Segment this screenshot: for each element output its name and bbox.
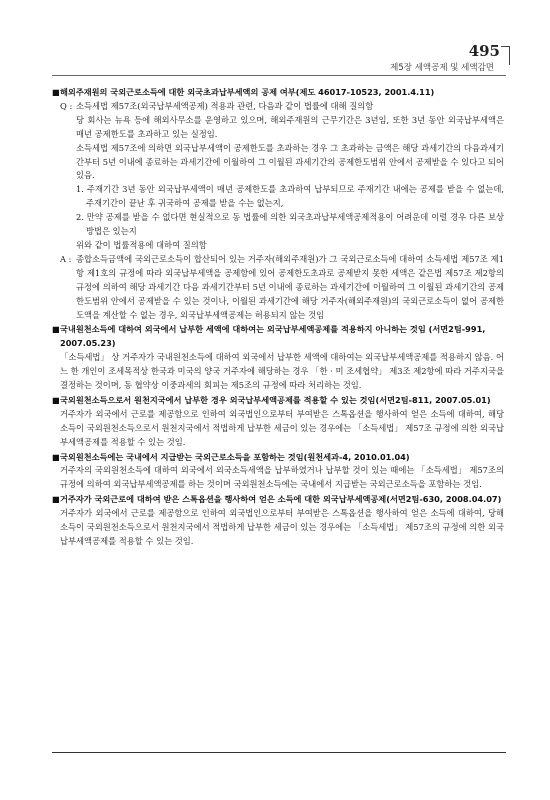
section-ref: (원천세과-4, 2010.01.04) [303,451,410,462]
section-title: 국외원천소득으로서 원천지국에서 납부한 경우 외국납부세액공제를 적용할 수 있는 것임 [60,394,376,405]
bullet-icon: ■ [52,324,60,335]
section-ref: (서면2팀-991, 2007.05.23) [60,324,486,349]
answer-block [52,253,504,323]
question-item: 1. 주재기간 3년 동안 외국납부세액이 매년 공제한도를 초과하여 납부되므로 주재기간 내에는 공제를 받을 수 없는데, 주재기간이 끝난 후 귀국하여 공제를 받을 수는 없는지, [76,184,504,209]
bullet-icon: ■ [52,394,60,405]
section-body: 거주자가 외국에서 근로를 제공함으로 인하여 외국법인으로부터 부여받은 스톡옵션을 행사하여 얻은 소득에 대하여, 해당 소득이 국외원천소득으로서 원천지국에서 적법하게 납부한 세금이 있는 경우에는 「소득세법」 제57조 규정에 의한 외국납부세액공제를 적용할 수 있는 것임. [60,408,504,447]
question-paragraph: 소득세법 제57조(외국납부세액공제) 적용과 관련, 다음과 같이 법률에 대해 질의함 [76,100,374,111]
page-number: 495 [468,42,500,60]
section-item [52,323,504,393]
page-header [0,0,550,80]
section-heading [52,394,504,408]
bullet-icon: ■ [52,494,60,505]
section-item [52,493,504,549]
header-bracket [501,46,510,65]
section-heading [52,86,504,100]
question-block [52,100,504,253]
section-qa [52,86,504,322]
section-item [52,451,504,493]
section-title: 해외주재원의 국외근로소득에 대한 외국초과납부세액의 공제 여부 [60,87,296,97]
section-title: 거주자가 국외근로에 대하여 받은 스톡옵션을 행사하여 얻은 소득에 대한 외국납부세액공제 [60,494,387,505]
section-heading [52,323,504,351]
section-item [52,394,504,450]
section-title: 국외원천소득에는 국내에서 지급받는 국외근로소득을 포함하는 것임 [60,451,304,462]
section-heading [52,493,504,507]
answer-paragraph: 종합소득금액에 국외근로소득이 합산되어 있는 거주자(해외주재원)가 그 국외근로소득에 대하여 소득세법 제57조 제1항 제1호의 규정에 따라 외국납부세액을 공제함에 있어 공제한도초과로 공제받지 못한 세액은 같은법 제57조 제2항의 규정에 의하여 해당 과세기간 다음 과세기간부터 5년 이내에 종료하는 과세기간에 이월하여 그 이월된 과세기간의 공제한도범위 안에서 공제받을 수 있는 것이나, 이월된 과세기간에 해당 거주자(해외주재원)의 국외근로소득이 없어 공제한도액을 계산할 수 없는 경우, 외국납부세액공제는 허용되지 않는 것임 [76,253,504,320]
section-title: 국내원천소득에 대하여 외국에서 납부한 세액에 대하여는 외국납부세액공제를 적용하지 아니하는 것임 [60,324,426,335]
question-item: 2. 만약 공제를 받을 수 없다면 현실적으로 동 법률에 의한 외국초과납부세액공제적용이 어려운데 이럴 경우 다른 보상방법은 있는지 [76,212,504,237]
section-body: 「소득세법」 상 거주자가 국내원천소득에 대하여 외국에서 납부한 세액에 대하여는 외국납부세액공제를 적용하지 않음. 어느 한 개인이 조세목적상 한국과 미국의 양국 거주자에 해당하는 경우 「한 · 미 조세협약」 제3조 제2항에 따라 거주지국을 결정하는 것이며, 동 협약상 이중과세의 회피는 제5조의 규정에 따라 처리하는 것임. [60,352,504,391]
section-body: 거주자가 외국에서 근로를 제공함으로 인하여 외국법인으로부터 부여받은 스톡옵션을 행사하여 얻은 소득에 대하여, 당해 소득이 국외원천소득으로서 원천지국에서 적법하게 납부한 세금이 있는 경우에는 「소득세법」 제57조의 규정에 의한 외국납부세액공제를 적용할 수 있는 것임. [60,508,504,546]
chapter-title: 제5장 세액공제 및 세액감면 [390,63,494,73]
section-ref: (서면2팀-630, 2008.04.07) [386,494,502,505]
bullet-icon: ■ [52,87,60,97]
question-paragraph: 당 회사는 뉴욕 등에 해외사무소를 운영하고 있으며, 해외주재원의 근무기간은 3년임, 또한 3년 동안 외국납부세액은 매년 공제한도를 초과하고 있는 실정임. [76,114,504,139]
question-paragraph: 소득세법 제57조에 의하면 외국납부세액이 공제한도를 초과하는 경우 그 초과하는 금액은 해당 과세기간의 다음과세기간부터 5년 이내에 종료하는 과세기간에 이월하여 그 이월된 과세기간의 공제한도범위 안에서 공제받을 수 있다고 되어 있음. [76,142,504,181]
section-ref: (제도 46017-10523, 2001.4.11) [295,87,435,97]
section-heading [52,451,504,465]
answer-tag: A : [60,253,72,264]
section-ref: (서면2팀-811, 2007.05.01) [375,394,491,405]
question-tag: Q : [60,100,73,111]
page-content [52,86,504,550]
footer-rule [52,752,506,753]
question-paragraph: 위와 같이 법률적용에 대하여 질의함 [76,239,207,250]
header-rule [52,75,506,76]
section-body: 거주자의 국외원천소득에 대하여 외국에서 외국소득세액을 납부하였거나 납부할 것이 있는 때에는 「소득세법」 제57조의 규정에 의하여 외국납부세액공제를 하는 것이며 국외원천소득에는 국내에서 지급받는 국외근로소득을 포함하는 것임. [60,465,504,490]
bullet-icon: ■ [52,451,60,462]
